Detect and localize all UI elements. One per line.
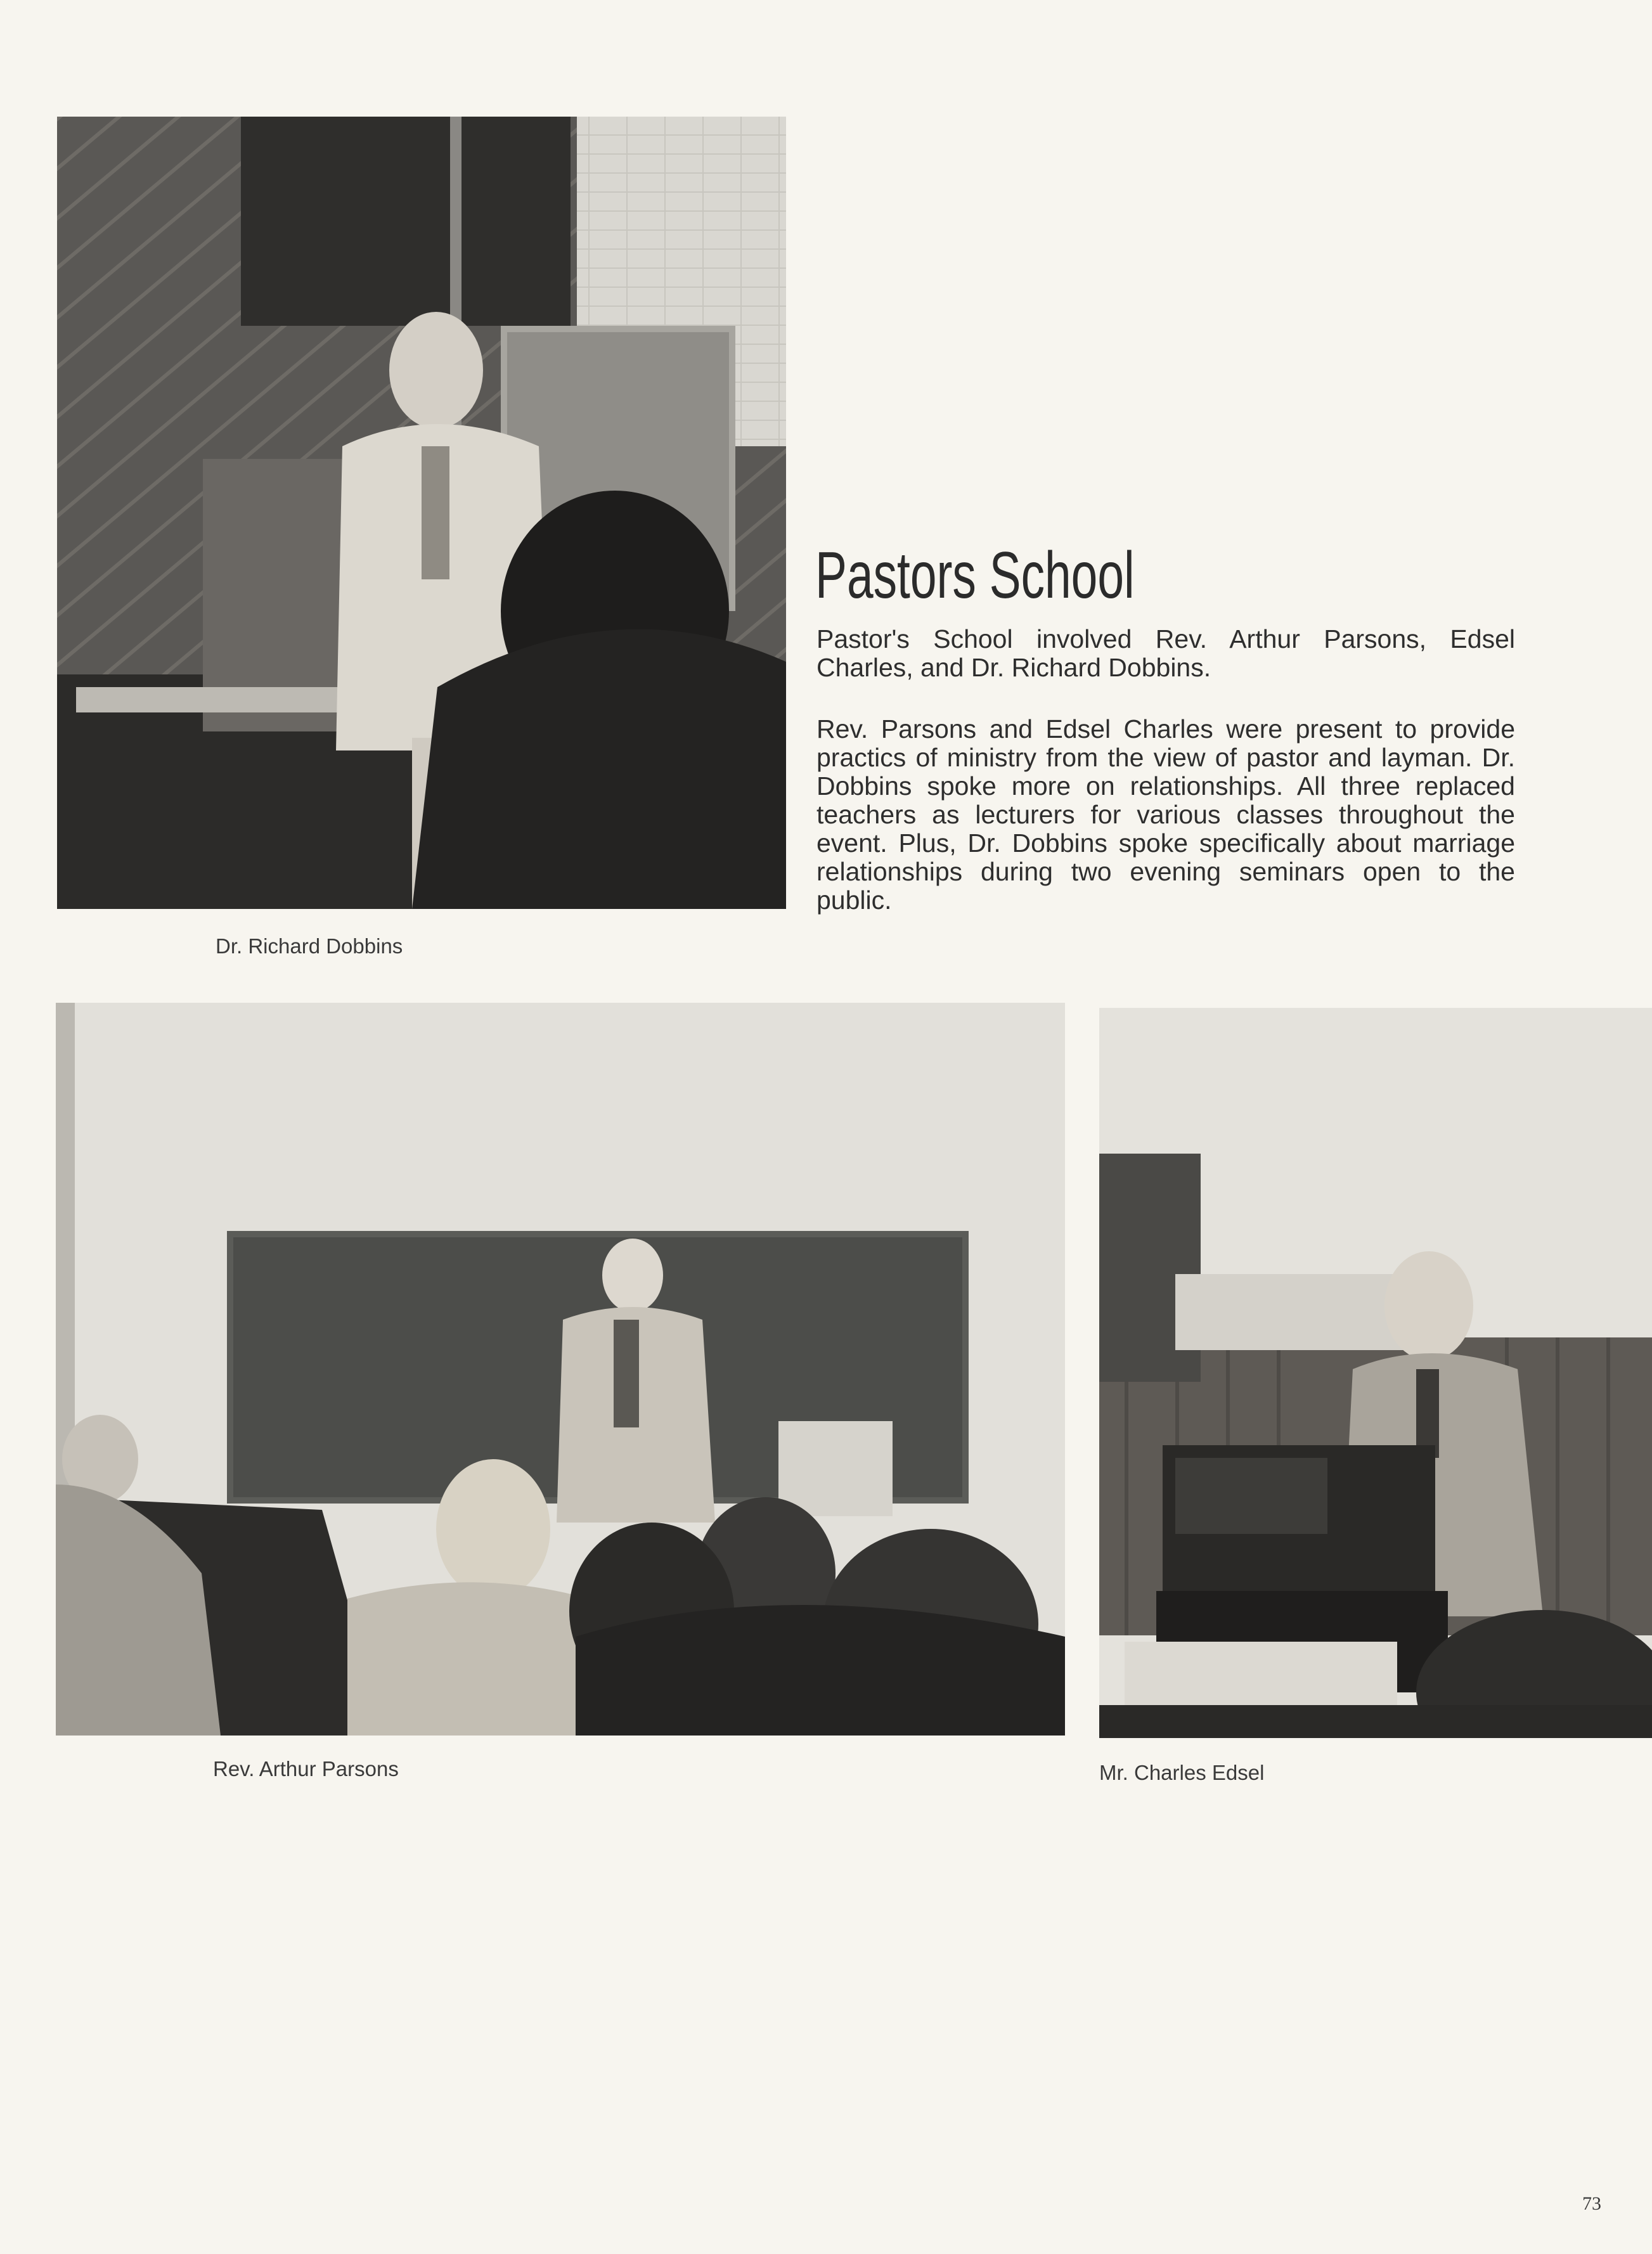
page-title: Pastors School — [815, 539, 1135, 612]
body-paragraph-1: Pastor's School involved Rev. Arthur Parsons, Edsel Charles, and Dr. Richard Dobbins. — [816, 624, 1515, 682]
caption-parsons: Rev. Arthur Parsons — [213, 1757, 399, 1781]
photo-rev-arthur-parsons — [56, 1003, 1065, 1736]
page-number: 73 — [1582, 2193, 1601, 2214]
photo-dr-richard-dobbins — [57, 117, 786, 909]
body-paragraph-2: Rev. Parsons and Edsel Charles were present to provide practics of ministry from the view of pastor and layman. Dr. Dobbins spoke more on relationships. All three replaced teachers as lecturers for various classes throughout the event. Plus, Dr. Dobbins spoke specifically about marriage relationships during two evening seminars open to the public. — [816, 714, 1515, 915]
photo-mr-charles-edsel — [1099, 1008, 1652, 1738]
caption-edsel: Mr. Charles Edsel — [1099, 1761, 1265, 1784]
caption-dobbins: Dr. Richard Dobbins — [216, 934, 403, 958]
